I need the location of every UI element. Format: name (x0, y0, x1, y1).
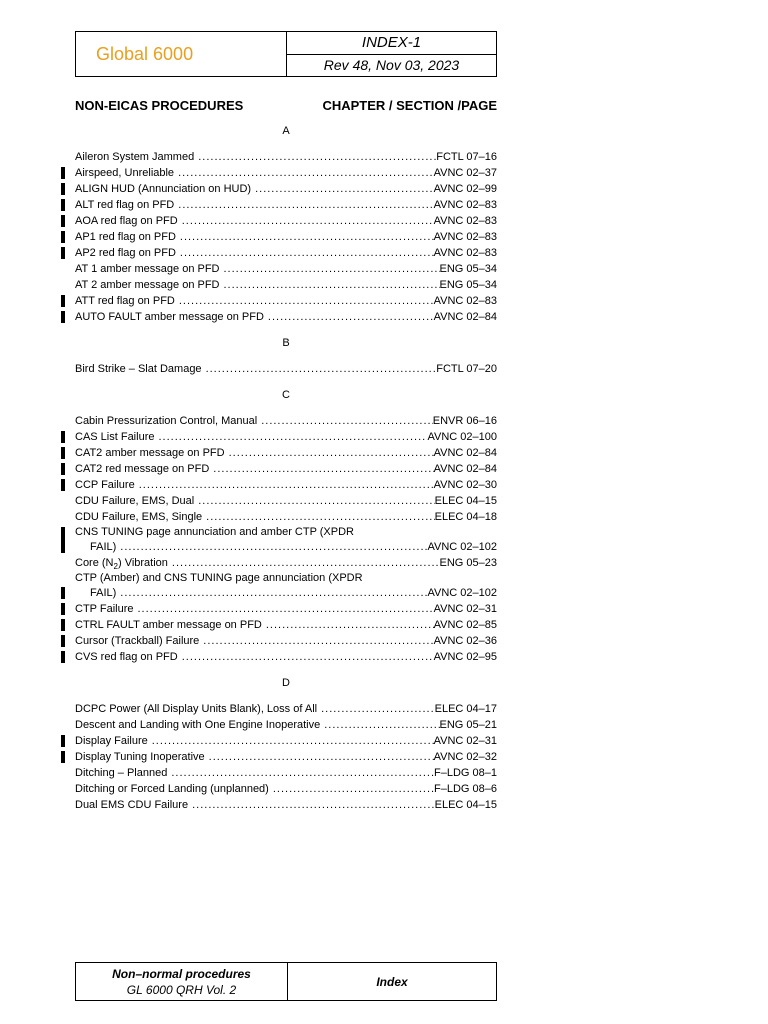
index-entry[interactable] (75, 149, 497, 165)
entry-page: ELEC 04–18 (434, 511, 497, 523)
entry-title: ATT red flag on PFD (75, 295, 175, 307)
leader-dots (192, 797, 435, 813)
entry-page: AVNC 02–31 (433, 603, 497, 615)
entry-title: CDU Failure, EMS, Dual (75, 495, 195, 507)
entry-page: AVNC 02–36 (433, 635, 497, 647)
leader-dots (182, 213, 434, 229)
entry-title: Cursor (Trackball) Failure (75, 635, 200, 647)
change-bar (61, 183, 65, 195)
index-entry[interactable] (75, 445, 497, 461)
index-entry[interactable] (75, 555, 497, 571)
index-entry[interactable] (75, 213, 497, 229)
column-heading-procedures: NON-EICAS PROCEDURES (75, 98, 244, 113)
entry-title: CDU Failure, EMS, Single (75, 511, 203, 523)
leader-dots (209, 749, 434, 765)
leader-dots (137, 601, 433, 617)
entry-page: AVNC 02–83 (433, 215, 497, 227)
change-bar (61, 651, 65, 663)
entry-title: Dual EMS CDU Failure (75, 799, 189, 811)
page-footer (75, 962, 497, 1001)
index-entry[interactable] (75, 165, 497, 181)
brand-logo: Global 6000 (76, 32, 287, 76)
index-entry[interactable] (75, 413, 497, 429)
index-entry[interactable] (75, 181, 497, 197)
index-entry[interactable] (75, 617, 497, 633)
index-entry[interactable] (75, 245, 497, 261)
leader-dots (120, 585, 427, 601)
footer-index-label: Index (376, 974, 408, 989)
change-bar (61, 619, 65, 631)
change-bar (61, 735, 65, 747)
entry-title: Airspeed, Unreliable (75, 167, 175, 179)
entry-page: ENVR 06–16 (432, 415, 497, 427)
entry-page: FCTL 07–20 (436, 363, 497, 375)
section-letter-b: B (282, 337, 290, 349)
entry-page: AVNC 02–85 (433, 619, 497, 631)
page-header (75, 31, 497, 77)
entry-title: AP1 red flag on PFD (75, 231, 176, 243)
leader-dots (180, 245, 434, 261)
index-entry[interactable] (75, 493, 497, 509)
entry-title: CTP Failure (75, 603, 134, 615)
footer-document-name: GL 6000 QRH Vol. 2 (126, 982, 237, 997)
entry-page: AVNC 02–32 (433, 751, 497, 763)
change-bar (61, 199, 65, 211)
entry-title: Ditching or Forced Landing (unplanned) (75, 783, 269, 795)
leader-dots (203, 633, 433, 649)
section-letter-c: C (282, 389, 290, 401)
entry-title-continued: FAIL) (90, 541, 117, 553)
index-entry[interactable] (75, 765, 497, 781)
change-bar (61, 603, 65, 615)
entry-page: ENG 05–34 (439, 279, 497, 291)
index-entry[interactable] (75, 477, 497, 493)
entry-title: CTP (Amber) and CNS TUNING page annunciation (XPDR (75, 572, 363, 584)
entry-title: DCPC Power (All Display Units Blank), Loss of All (75, 703, 318, 715)
entry-page: AVNC 02–102 (427, 541, 497, 553)
index-entry[interactable] (75, 701, 497, 717)
entry-title: AP2 red flag on PFD (75, 247, 176, 259)
entry-title: AT 2 amber message on PFD (75, 279, 220, 291)
index-entry[interactable] (75, 585, 497, 601)
index-entry[interactable] (75, 781, 497, 797)
entry-page: AVNC 02–37 (433, 167, 497, 179)
entry-title: Display Tuning Inoperative (75, 751, 205, 763)
entry-page: ENG 05–23 (439, 557, 497, 569)
leader-dots (172, 555, 440, 571)
leader-dots (224, 261, 440, 277)
entry-page: AVNC 02–100 (427, 431, 497, 443)
entry-title-continued: FAIL) (90, 587, 117, 599)
entry-title: CNS TUNING page annunciation and amber CTP (XPDR (75, 526, 354, 538)
entry-page: AVNC 02–99 (433, 183, 497, 195)
index-entry[interactable] (75, 539, 497, 555)
change-bar (61, 463, 65, 475)
entry-title: AUTO FAULT amber message on PFD (75, 311, 264, 323)
entry-title: CTRL FAULT amber message on PFD (75, 619, 262, 631)
index-entry[interactable] (75, 649, 497, 665)
change-bar (61, 311, 65, 323)
entry-page: FCTL 07–16 (436, 151, 497, 163)
entry-page: AVNC 02–95 (433, 651, 497, 663)
entry-page: AVNC 02–83 (433, 199, 497, 211)
index-entry[interactable] (75, 197, 497, 213)
entry-title: CCP Failure (75, 479, 135, 491)
section-letter-d: D (282, 677, 290, 689)
entry-page: F–LDG 08–1 (434, 767, 497, 779)
leader-dots (198, 493, 434, 509)
footer-document-info (76, 963, 288, 1000)
leader-dots (273, 781, 434, 797)
section-letter-a: A (282, 125, 290, 137)
leader-dots (180, 229, 434, 245)
change-bar (61, 447, 65, 459)
leader-dots (229, 445, 434, 461)
index-entry[interactable] (75, 749, 497, 765)
leader-dots (206, 361, 437, 377)
change-bar (61, 215, 65, 227)
entry-title: Ditching – Planned (75, 767, 168, 779)
entry-page: AVNC 02–83 (433, 295, 497, 307)
entry-title: Descent and Landing with One Engine Inoperative (75, 719, 321, 731)
leader-dots (206, 509, 434, 525)
leader-dots (268, 309, 434, 325)
entry-title: AOA red flag on PFD (75, 215, 178, 227)
index-entry[interactable] (75, 293, 497, 309)
leader-dots (324, 717, 439, 733)
entry-title: CAT2 amber message on PFD (75, 447, 225, 459)
index-entry[interactable] (75, 461, 497, 477)
revision-label: Rev 48, Nov 03, 2023 (323, 57, 460, 74)
change-bar (61, 431, 65, 443)
page-index-label: INDEX-1 (287, 32, 496, 55)
entry-title: ALT red flag on PFD (75, 199, 175, 211)
leader-dots (178, 197, 433, 213)
column-heading-chapter: CHAPTER / SECTION /PAGE (322, 98, 497, 113)
entry-title: Aileron System Jammed (75, 151, 195, 163)
footer-section-name: Non–normal procedures (112, 966, 251, 981)
leader-dots (158, 429, 427, 445)
entry-page: AVNC 02–84 (433, 463, 497, 475)
change-bar (61, 167, 65, 179)
leader-dots (152, 733, 434, 749)
entry-page: ENG 05–21 (439, 719, 497, 731)
change-bar (61, 247, 65, 259)
entry-title: CVS red flag on PFD (75, 651, 178, 663)
entry-page: F–LDG 08–6 (434, 783, 497, 795)
entry-page: AVNC 02–84 (433, 311, 497, 323)
entry-page: AVNC 02–30 (433, 479, 497, 491)
entry-title: Display Failure (75, 735, 148, 747)
leader-dots (179, 293, 434, 309)
change-bar (61, 295, 65, 307)
leader-dots (178, 165, 434, 181)
index-entry[interactable] (75, 277, 497, 293)
entry-title: CAS List Failure (75, 431, 155, 443)
index-entry[interactable] (75, 309, 497, 325)
leader-dots (266, 617, 434, 633)
leader-dots (139, 477, 434, 493)
index-entry[interactable] (75, 717, 497, 733)
leader-dots (120, 539, 427, 555)
leader-dots (171, 765, 434, 781)
entry-page: AVNC 02–84 (433, 447, 497, 459)
entry-title: AT 1 amber message on PFD (75, 263, 220, 275)
leader-dots (261, 413, 433, 429)
leader-dots (213, 461, 433, 477)
leader-dots (321, 701, 435, 717)
index-entry[interactable] (75, 797, 497, 813)
entry-title: Bird Strike – Slat Damage (75, 363, 202, 375)
leader-dots (198, 149, 436, 165)
index-entry[interactable] (75, 509, 497, 525)
entry-page: ELEC 04–17 (434, 703, 497, 715)
entry-page: AVNC 02–83 (433, 247, 497, 259)
index-entry[interactable] (75, 261, 497, 277)
entry-page: ENG 05–34 (439, 263, 497, 275)
change-bar (61, 587, 65, 599)
column-headings (75, 98, 497, 113)
leader-dots (255, 181, 434, 197)
entry-page: AVNC 02–31 (433, 735, 497, 747)
change-bar (61, 479, 65, 491)
entry-page: ELEC 04–15 (434, 495, 497, 507)
change-bar (61, 231, 65, 243)
index-entry[interactable] (75, 429, 497, 445)
entry-title: ALIGN HUD (Annunciation on HUD) (75, 183, 252, 195)
index-entry[interactable] (75, 733, 497, 749)
entry-page: ELEC 04–15 (434, 799, 497, 811)
entry-title: CAT2 red message on PFD (75, 463, 210, 475)
change-bar (61, 635, 65, 647)
leader-dots (224, 277, 440, 293)
change-bar (61, 751, 65, 763)
index-list (75, 123, 497, 813)
leader-dots (182, 649, 434, 665)
change-bar (61, 527, 65, 553)
index-entry[interactable] (75, 633, 497, 649)
entry-title: Core $(N_2)$ Vibration (75, 557, 168, 572)
entry-page: AVNC 02–102 (427, 587, 497, 599)
index-entry[interactable] (75, 361, 497, 377)
index-entry[interactable] (75, 229, 497, 245)
entry-page: AVNC 02–83 (433, 231, 497, 243)
index-entry[interactable] (75, 601, 497, 617)
entry-title: Cabin Pressurization Control, Manual (75, 415, 258, 427)
